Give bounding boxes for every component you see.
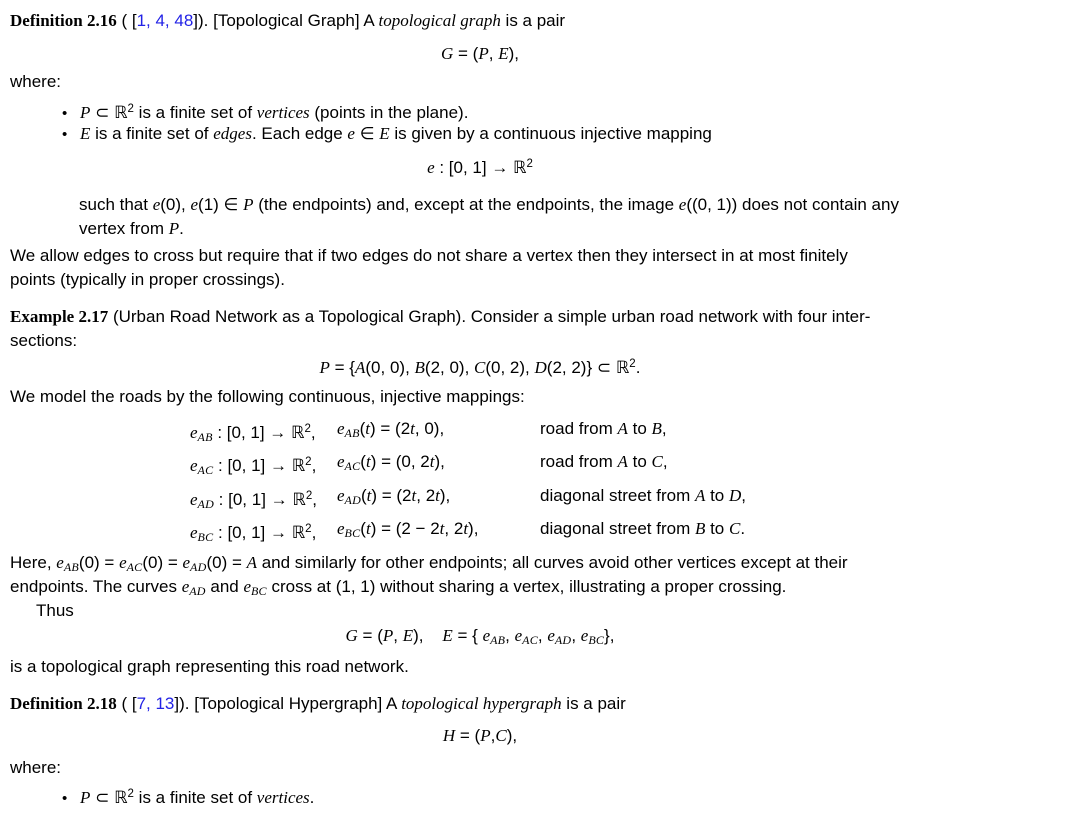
italic-term: H (442, 726, 456, 745)
text-run: : [0, 1] → ℝ (213, 456, 306, 475)
text-run: , 0), (414, 419, 445, 438)
italic-term: P (80, 788, 91, 807)
text-run: to (627, 419, 652, 438)
italic-term: topological graph (378, 11, 501, 30)
text-run: ), (468, 519, 479, 538)
italic-term: A (246, 553, 257, 572)
italic-term: t (365, 519, 371, 538)
italic-term: e (56, 553, 64, 572)
line-weallow-2 (10, 268, 285, 292)
italic-term: B (414, 358, 425, 377)
line-wemodel (10, 385, 525, 409)
eq-h-pc (0, 724, 960, 748)
text-run: is given by a continuous injective mapping (389, 124, 712, 143)
italic-term: G (345, 626, 358, 645)
text-run: ), (508, 44, 519, 63)
line-here-2 (10, 575, 786, 603)
text-run: . Each edge (251, 124, 348, 143)
italic-term: A (355, 358, 366, 377)
math-superscript: 2 (304, 423, 311, 435)
math-subscript: BC (344, 526, 361, 540)
text-run: (points in the plane). (309, 103, 469, 122)
math-subscript: AC (522, 633, 538, 647)
text-run: , (311, 523, 317, 542)
line-where-2 (10, 756, 61, 780)
italic-term: C (728, 519, 741, 538)
text-run: . (740, 519, 746, 538)
line-where-1 (10, 70, 61, 94)
italic-term: B (694, 519, 706, 538)
italic-term: e (337, 486, 345, 505)
heading-label: Definition 2.18 (10, 694, 117, 713)
citation-link[interactable]: 7, 13 (136, 694, 175, 713)
math-superscript: 2 (526, 158, 533, 170)
text-run: . (309, 788, 315, 807)
math-superscript: 2 (127, 103, 134, 115)
eqrow-bc (190, 517, 745, 549)
equation-cell-1 (190, 450, 337, 482)
text-run: , 2 (416, 486, 436, 505)
italic-term: e (152, 195, 161, 214)
italic-term: t (439, 519, 445, 538)
equation-cell-3 (540, 450, 668, 482)
text-run: such that (79, 195, 153, 214)
bullet-icon: • (62, 126, 68, 143)
italic-term: edges (213, 124, 252, 143)
italic-term: C (495, 726, 507, 745)
text-run: where: (10, 72, 62, 91)
text-run: ) = (2 − 2 (370, 519, 440, 538)
text-run: (the endpoints) and, except at the endpoints, the image (253, 195, 679, 214)
italic-term: e (181, 577, 190, 596)
text-run: ( [ (116, 11, 137, 30)
text-run: , (311, 456, 317, 475)
italic-term: t (429, 452, 435, 471)
text-run: is a pair (561, 694, 626, 713)
equation-cell-3 (540, 484, 746, 516)
italic-term: e (190, 195, 199, 214)
italic-term: A (617, 419, 628, 438)
italic-term: D (534, 358, 547, 377)
math-subscript: AD (344, 493, 361, 507)
italic-term: e (119, 553, 127, 572)
italic-term: e (182, 553, 191, 572)
math-subscript: AC (126, 560, 143, 574)
italic-term: t (366, 486, 372, 505)
equation-cell-1 (190, 517, 337, 549)
math-subscript: AB (344, 426, 360, 440)
line-def-2-16 (10, 9, 565, 33)
text-run: (1) ∈ (198, 195, 244, 214)
text-run: ), (434, 452, 445, 471)
citation-link[interactable]: 1, 4, 48 (136, 11, 194, 30)
italic-term: E (442, 626, 453, 645)
math-subscript: AB (490, 633, 506, 647)
math-subscript: BC (251, 584, 267, 598)
italic-term: P (243, 195, 254, 214)
text-run: , (741, 486, 746, 505)
text-run: , 2 (444, 519, 464, 538)
text-run: (Urban Road Network as a Topological Graph). Consider a simple urban road network with four inter- (108, 307, 871, 326)
text-run: ]). [Topological Graph] A (193, 11, 379, 30)
text-run: is a pair (500, 11, 566, 30)
italic-term: t (365, 419, 371, 438)
italic-term: E (498, 44, 509, 63)
text-run: is a finite set of (133, 788, 257, 807)
text-run: is a finite set of (90, 124, 214, 143)
text-run: , (662, 452, 668, 471)
text-run: , (490, 726, 496, 745)
line-thus (36, 599, 74, 623)
italic-term: P (319, 358, 330, 377)
eqrow-ad (190, 484, 746, 516)
equation-cell-2 (337, 484, 540, 516)
italic-term: e (243, 577, 251, 596)
text-run: vertex from (79, 219, 169, 238)
line-is-a-topological (10, 655, 409, 679)
line-weallow-1 (10, 244, 848, 268)
text-run: (0) = (78, 553, 120, 572)
italic-term: t (463, 519, 469, 538)
italic-term: t (410, 419, 415, 438)
text-run: . (635, 358, 641, 377)
text-run: and (205, 577, 244, 596)
text-run: . (179, 219, 184, 238)
text-run: sections: (10, 331, 78, 350)
math-superscript: 2 (305, 456, 312, 468)
italic-term: e (190, 490, 198, 509)
italic-term: t (365, 452, 371, 471)
italic-term: t (411, 486, 417, 505)
equation-cell-1 (190, 484, 337, 516)
italic-term: E (402, 626, 414, 645)
italic-term: e (337, 419, 345, 438)
bullet-text (80, 788, 314, 807)
italic-term: e (678, 195, 687, 214)
italic-term: e (347, 124, 355, 143)
text-run: points (typically in proper crossings). (10, 270, 285, 289)
text-run: = { (452, 626, 483, 645)
text-run: (0, 0), (365, 358, 415, 377)
text-run: , (488, 44, 499, 63)
italic-term: P (480, 726, 491, 745)
bullet-vertices-2 (62, 782, 314, 811)
math-superscript: 2 (305, 490, 313, 502)
text-run: ) = (2 (371, 486, 412, 505)
text-run: ( [ (116, 694, 137, 713)
text-run: Here, (10, 553, 57, 572)
italic-term: P (478, 44, 489, 63)
text-run: to (627, 452, 652, 471)
text-run: , (537, 626, 548, 645)
text-run: We allow edges to cross but require that if two edges do not share a vertex then they intersect in at most finitely (10, 246, 848, 265)
text-run: is a finite set of (133, 103, 257, 122)
text-run: (2, 2)} ⊂ ℝ (546, 358, 630, 377)
text-run: where: (10, 758, 62, 777)
italic-term: e (337, 452, 345, 471)
eq-g-e-set (0, 624, 960, 652)
text-run: ), (439, 486, 451, 505)
equation-cell-2 (337, 450, 540, 482)
text-run: to (705, 519, 729, 538)
text-run: ]). [Topological Hypergraph] A (174, 694, 402, 713)
italic-term: t (435, 486, 440, 505)
text-run: (0, 2), (485, 358, 535, 377)
text-run: ( (360, 486, 367, 505)
equation-cell-2 (337, 517, 540, 549)
italic-term: C (651, 452, 663, 471)
text-run: diagonal street from (540, 486, 695, 505)
text-run: ), (506, 726, 518, 745)
italic-term: vertices (256, 103, 310, 122)
italic-term: D (728, 486, 742, 505)
bullet-icon: • (62, 105, 68, 122)
equation-cell-2 (337, 417, 540, 449)
italic-term: e (190, 456, 198, 475)
italic-term: e (190, 423, 198, 442)
text-run: (0) = (142, 553, 183, 572)
text-run: : [0, 1] → ℝ (434, 158, 527, 177)
line-suchthat-2 (79, 217, 184, 241)
text-run: Thus (36, 601, 74, 620)
text-run: endpoints. The curves (10, 577, 182, 596)
math-subscript: AC (197, 463, 214, 477)
text-run: , (661, 419, 667, 438)
text-run: ∈ (354, 124, 380, 143)
italic-term: P (80, 103, 91, 122)
italic-term: A (617, 452, 628, 471)
text-run: is a topological graph representing this road network. (10, 657, 409, 676)
bullet-text (80, 124, 712, 143)
italic-term: P (382, 626, 394, 645)
text-run: : [0, 1] → ℝ (213, 490, 306, 509)
text-run: (0) = (206, 553, 247, 572)
math-subscript: AD (197, 497, 214, 511)
text-run: ( (360, 452, 366, 471)
eqrow-ab (190, 417, 667, 449)
text-run: , (310, 423, 316, 442)
text-run: = ( (357, 626, 383, 645)
text-run: , (505, 626, 515, 645)
italic-term: B (651, 419, 662, 438)
math-subscript: BC (197, 530, 214, 544)
text-run: ( (359, 419, 366, 438)
math-subscript: AD (190, 560, 207, 574)
heading-label: Example 2.17 (10, 307, 109, 326)
math-subscript: AD (554, 633, 572, 647)
text-run: , (571, 626, 581, 645)
text-run: }, (604, 626, 615, 645)
equation-cell-3 (540, 417, 667, 449)
math-subscript: AB (63, 560, 79, 574)
text-run: = ( (453, 44, 479, 63)
text-run: (0), (160, 195, 191, 214)
text-run: to (705, 486, 729, 505)
text-run: We model the roads by the following continuous, injective mappings: (10, 387, 525, 406)
text-run: ) = (0, 2 (370, 452, 430, 471)
text-run: , (312, 490, 317, 509)
italic-term: E (80, 124, 91, 143)
text-run: road from (540, 452, 618, 471)
math-subscript: AC (344, 459, 361, 473)
eq-e-interval (0, 152, 960, 180)
italic-term: topological hypergraph (401, 694, 562, 713)
italic-term: e (482, 626, 491, 645)
text-run: ⊂ ℝ (90, 788, 128, 807)
eqrow-ac (190, 450, 668, 482)
italic-term: e (580, 626, 589, 645)
math-subscript: AB (197, 430, 213, 444)
math-superscript: 2 (305, 523, 312, 535)
text-run: road from (540, 419, 618, 438)
italic-term: e (337, 519, 345, 538)
text-run: cross at (1, 1) without sharing a vertex, illustrating a proper crossing. (266, 577, 787, 596)
line-ex-2-17 (10, 305, 870, 329)
bullet-edges (62, 122, 712, 147)
italic-term: E (379, 124, 390, 143)
bullet-icon: • (62, 790, 68, 807)
bullet-text (80, 103, 468, 122)
text-run: ) = (2 (370, 419, 411, 438)
math-superscript: 2 (629, 358, 636, 370)
eq-p-set (0, 352, 960, 380)
italic-term: e (514, 626, 523, 645)
italic-term: vertices (256, 788, 310, 807)
line-sections (10, 329, 77, 353)
math-superscript: 2 (127, 788, 134, 800)
text-run: diagonal street from (540, 519, 695, 538)
line-suchthat-1 (79, 193, 899, 217)
text-run: ( (360, 519, 366, 538)
heading-label: Definition 2.16 (10, 11, 117, 30)
text-run: and similarly for other endpoints; all curves avoid other vertices except at their (257, 553, 848, 572)
italic-term: e (547, 626, 555, 645)
italic-term: G (441, 44, 454, 63)
eq-g-pe (0, 42, 960, 66)
italic-term: A (694, 486, 706, 505)
equation-cell-1 (190, 417, 337, 449)
text-run: ((0, 1)) does not contain any (686, 195, 899, 214)
text-run: = ( (455, 726, 481, 745)
equation-cell-3 (540, 517, 745, 549)
text-run: = { (329, 358, 355, 377)
text-run: (2, 0), (424, 358, 475, 377)
text-run: ⊂ ℝ (90, 103, 128, 122)
italic-term: e (190, 523, 198, 542)
text-run: , (393, 626, 403, 645)
math-subscript: AD (189, 584, 206, 598)
italic-term: P (168, 219, 180, 238)
text-run: ), (413, 626, 443, 645)
text-run: : [0, 1] → ℝ (212, 423, 305, 442)
line-def-2-18 (10, 692, 626, 716)
math-subscript: BC (588, 633, 605, 647)
italic-term: e (427, 158, 435, 177)
text-run: : [0, 1] → ℝ (213, 523, 306, 542)
italic-term: C (474, 358, 486, 377)
